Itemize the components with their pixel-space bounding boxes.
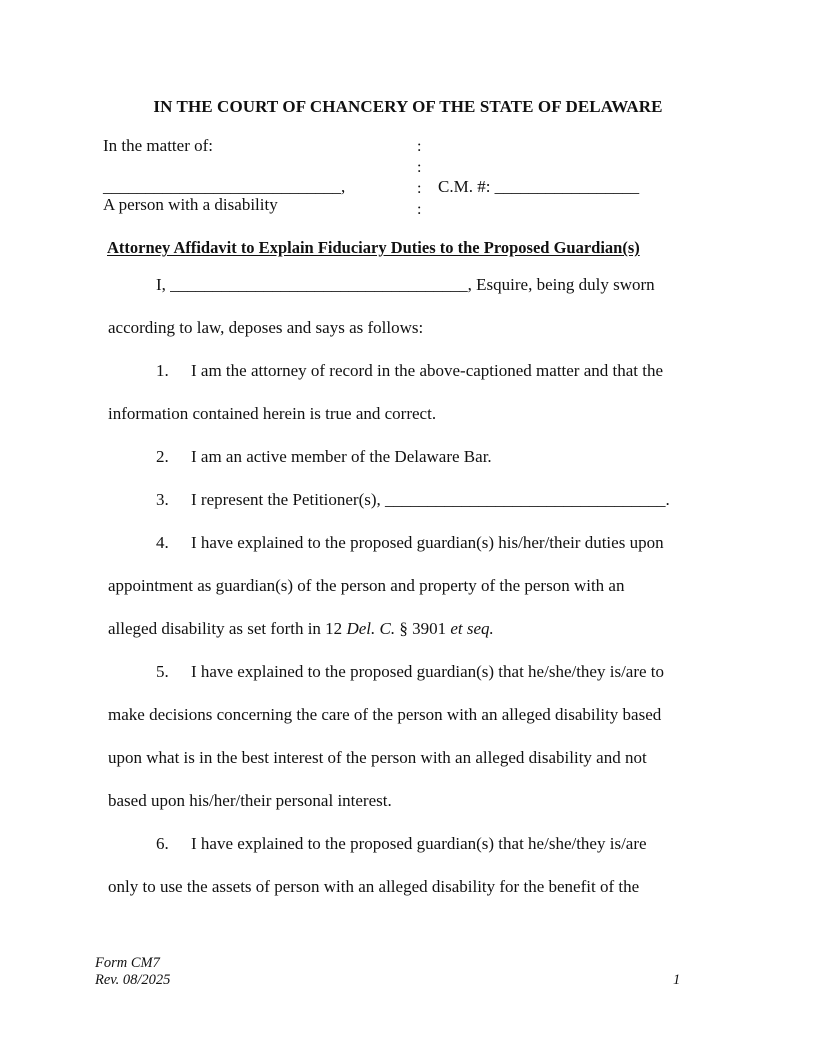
matter-label: In the matter of: <box>103 136 213 155</box>
paragraph-text: I am an active member of the Delaware Bar. <box>191 447 492 466</box>
paragraph-number: 6. <box>156 834 169 853</box>
paragraph-6-cont: only to use the assets of person with an alleged disability for the benefit of the <box>108 877 640 896</box>
paragraph-number: 5. <box>156 662 169 681</box>
revision-date: Rev. 08/2025 <box>95 972 171 988</box>
name-blank: ____________________________, <box>103 177 346 196</box>
paragraph-5-cont: based upon his/her/their personal interest. <box>108 791 392 810</box>
paragraph-4-cont: appointment as guardian(s) of the person and property of the person with an <box>108 576 625 595</box>
paragraph-text: § 3901 <box>395 619 451 638</box>
paragraph-4 <box>156 533 664 553</box>
statute-citation: Del. C. <box>346 619 396 638</box>
case-number-field: C.M. #: _________________ <box>438 177 640 196</box>
caption-colon: : <box>417 138 422 155</box>
paragraph-1 <box>156 361 663 381</box>
caption-colon: : <box>417 180 422 197</box>
paragraph-number: 2. <box>156 447 169 466</box>
intro-line-2: according to law, deposes and says as follows: <box>108 318 424 337</box>
paragraph-4-cont <box>108 619 494 639</box>
paragraph-6 <box>156 834 647 854</box>
paragraph-5-cont: make decisions concerning the care of the person with an alleged disability based <box>108 705 662 724</box>
caption-colon: : <box>417 201 422 218</box>
paragraph-number: 3. <box>156 490 169 509</box>
paragraph-5-cont: upon what is in the best interest of the person with an alleged disability and not <box>108 748 647 767</box>
paragraph-5 <box>156 662 664 682</box>
paragraph-text: I have explained to the proposed guardian(s) his/her/their duties upon <box>191 533 664 552</box>
paragraph-number: 1. <box>156 361 169 380</box>
paragraph-2 <box>156 447 492 467</box>
intro-line-1: I, ___________________________________, Esquire, being duly sworn <box>156 275 655 294</box>
paragraph-text: I am the attorney of record in the above-captioned matter and that the <box>191 361 664 380</box>
court-title: IN THE COURT OF CHANCERY OF THE STATE OF DELAWARE <box>153 97 663 116</box>
paragraph-1-cont: information contained herein is true and correct. <box>108 404 437 423</box>
paragraph-text: alleged disability as set forth in 12 <box>108 619 347 638</box>
affidavit-title: Attorney Affidavit to Explain Fiduciary Duties to the Proposed Guardian(s) <box>107 238 640 257</box>
paragraph-text: I have explained to the proposed guardian(s) that he/she/they is/are to <box>191 662 665 681</box>
paragraph-text: I represent the Petitioner(s), _________________________________. <box>191 490 670 509</box>
page-number: 1 <box>673 972 681 988</box>
form-number: Form CM7 <box>95 955 160 971</box>
caption-colon: : <box>417 159 422 176</box>
paragraph-3 <box>156 490 670 510</box>
person-label: A person with a disability <box>103 195 278 214</box>
paragraph-number: 4. <box>156 533 169 552</box>
et-seq: et seq. <box>450 619 494 638</box>
paragraph-text: I have explained to the proposed guardian(s) that he/she/they is/are <box>191 834 647 853</box>
